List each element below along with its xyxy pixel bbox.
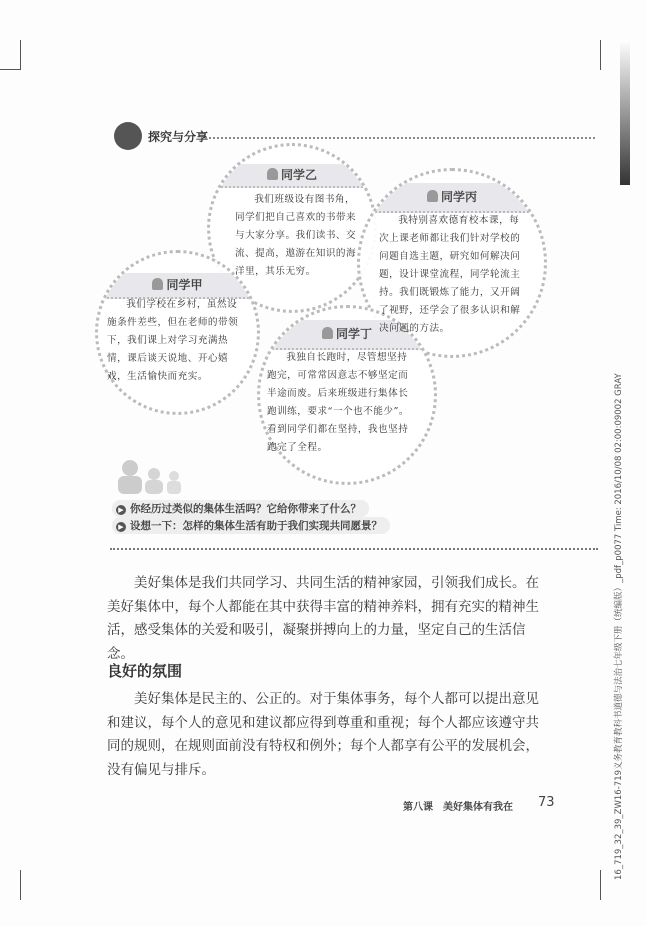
crop-mark <box>600 870 601 900</box>
student-avatar-icon <box>267 168 278 180</box>
question-2 <box>112 517 390 534</box>
student-quote: 我独自长跑时，尽管想坚持跑完，可常常因意志不够坚定而半途而废。后来班级进行集体长跑训练，要求“一个也不能少”。看到同学们都在坚持，我也坚持跑完了全程。 <box>267 352 410 453</box>
footer-lesson: 第八课 美好集体有我在 <box>403 802 513 813</box>
paragraph: 美好集体是我们共同学习、共同生活的精神家园，引领我们成长。在美好集体中，每个人都能在其中获得丰富的精神养料，拥有充实的精神生活，感受集体的关爱和吸引，凝聚拼搏向上的力量，坚定自己的生活信念。 <box>107 575 539 662</box>
student-avatar-icon <box>427 190 438 202</box>
section-title: 探究与分享 <box>148 129 209 144</box>
question-text: 你经历过类似的集体生活吗？它给你带来了什么？ <box>130 503 361 515</box>
divider <box>110 548 598 550</box>
explore-logo-icon <box>114 122 142 150</box>
children-illustration <box>112 458 202 494</box>
page-number: 73 <box>538 795 555 810</box>
subheading: 良好的氛围 <box>107 662 183 680</box>
crop-mark <box>600 40 601 70</box>
student-quote: 我们班级设有图书角，同学们把自己喜欢的书带来与大家分享。我们读书、交流、提高，遨游在知识的海洋里，其乐无穷。 <box>235 194 357 277</box>
student-name: 同学甲 <box>166 278 203 292</box>
student-quote: 我们学校在乡村，虽然设施条件差些，但在老师的带领下，我们课上对学习充满热情，课后谈天说地、开心嬉戏，生活愉快而充实。 <box>107 299 239 382</box>
student-avatar-icon <box>322 327 333 339</box>
question-bullet-icon: ▶ <box>116 522 126 532</box>
question-1 <box>112 500 369 517</box>
print-metadata: 16_719_32_39_ZW16-719义务教育教科书道德与法治七年级下册（统编版）_pdf_p0077 Time: 2016/10/08 02:00:09002 GRAY <box>614 373 624 880</box>
question-bullet-icon: ▶ <box>116 505 126 515</box>
student-quote: 我特别喜欢德育校本课，每次上课老师都让我们针对学校的问题自选主题，研究如何解决问题，设计课堂流程，同学轮流主持。我们既锻炼了能力，又开阔了视野，还学会了很多认识和解决问题的方法。 <box>379 215 521 334</box>
student-name: 同学乙 <box>280 168 317 182</box>
divider <box>205 137 595 139</box>
crop-mark <box>20 40 21 70</box>
section-header <box>114 122 208 150</box>
student-name: 同学丁 <box>335 327 372 341</box>
crop-mark <box>0 69 20 70</box>
gray-scale-bar <box>620 40 630 185</box>
crop-mark <box>20 870 21 900</box>
student-name: 同学丙 <box>440 190 477 204</box>
paragraph: 美好集体是民主的、公正的。对于集体事务，每个人都可以提出意见和建议，每个人的意见和建议都应得到尊重和重视；每个人都应该遵守共同的规则，在规则面前没有特权和例外；每个人都享有公平的发展机会，没有偏见与排斥。 <box>107 691 539 778</box>
question-text: 设想一下：怎样的集体生活有助于我们实现共同愿景？ <box>130 520 382 532</box>
student-avatar-icon <box>152 278 163 290</box>
